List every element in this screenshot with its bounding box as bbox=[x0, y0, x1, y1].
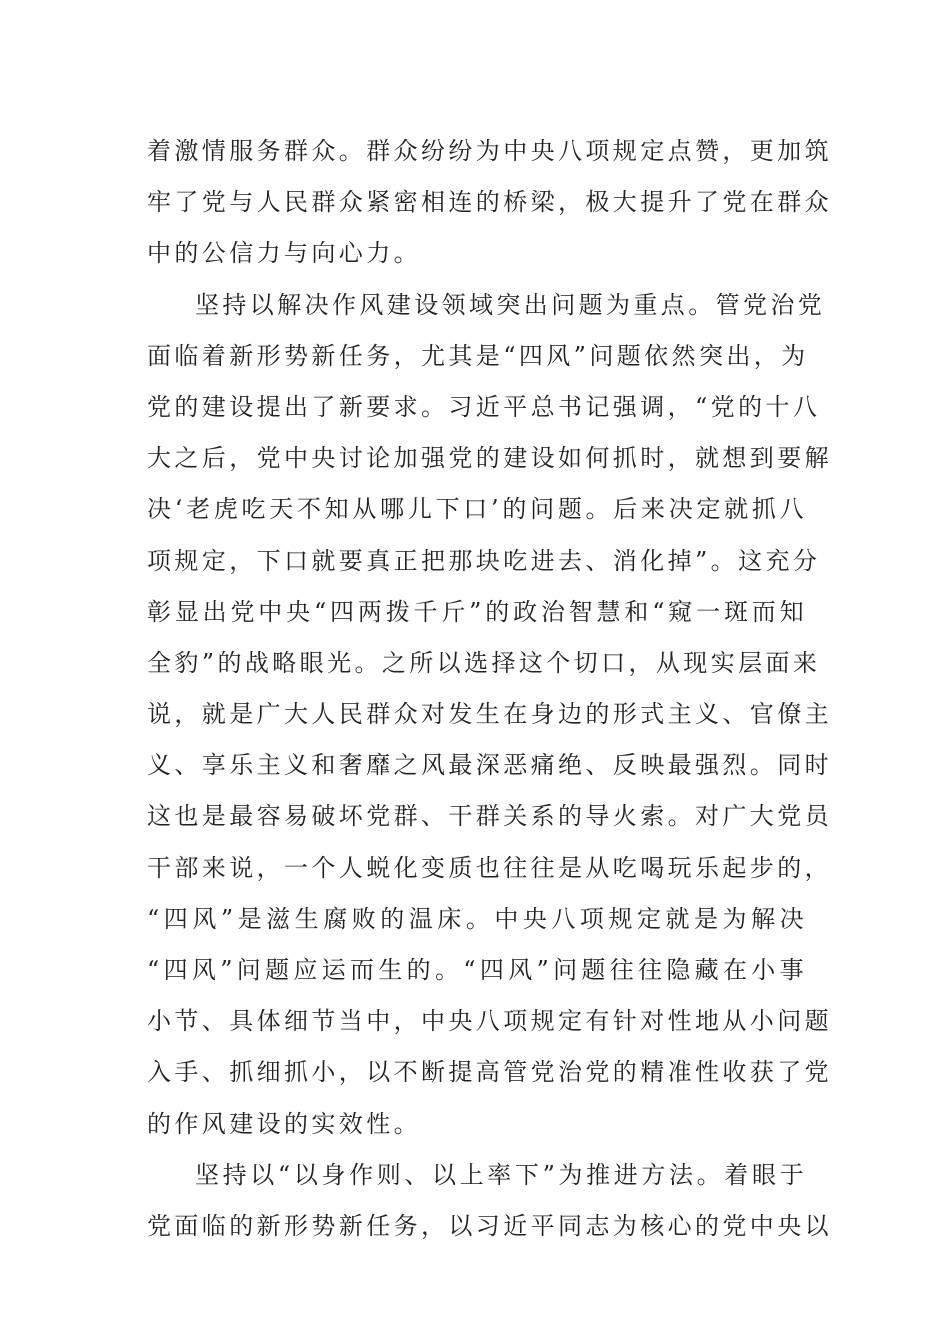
text-line: 说，就是广大人民群众对发生在身边的形式主义、官僚主 bbox=[147, 700, 832, 729]
body-text bbox=[147, 126, 832, 1252]
paragraph-2 bbox=[147, 280, 832, 1150]
text-line: 牢了党与人民群众紧密相连的桥梁，极大提升了党在群众 bbox=[147, 188, 832, 217]
text-line: 着激情服务群众。群众纷纷为中央八项规定点赞，更加筑 bbox=[147, 137, 832, 165]
text-line: 全豹”的战略眼光。之所以选择这个切口，从现实层面来 bbox=[147, 648, 821, 677]
text-line: 小节、具体细节当中，中央八项规定有针对性地从小问题 bbox=[147, 1007, 832, 1036]
text-line: 义、享乐主义和奢靡之风最深恶痛绝、反映最强烈。同时 bbox=[147, 751, 832, 780]
paragraph-1 bbox=[147, 126, 832, 280]
text-line: 大之后，党中央讨论加强党的建设如何抓时，就想到要解 bbox=[147, 444, 832, 473]
text-line: 中的公信力与向心力。 bbox=[147, 239, 421, 268]
text-line: 彰显出党中央“四两拨千斤”的政治智慧和“窥一斑而知 bbox=[147, 597, 807, 626]
text-line: “四风”是滋生腐败的温床。中央八项规定就是为解决 bbox=[147, 904, 807, 933]
text-line: 党的建设提出了新要求。习近平总书记强调，“党的十八 bbox=[147, 392, 821, 421]
paragraph-3 bbox=[147, 1150, 832, 1252]
text-line: 决‘老虎吃天不知从哪儿下口’的问题。后来决定就抓八 bbox=[147, 495, 807, 524]
text-line: 入手、抓细抓小，以不断提高管党治党的精准性收获了党 bbox=[147, 1058, 832, 1087]
text-line: 项规定，下口就要真正把那块吃进去、消化掉”。这充分 bbox=[147, 546, 821, 575]
text-line: “四风”问题应运而生的。“四风”问题往往隐藏在小事 bbox=[147, 956, 807, 984]
text-line: 坚持以“以身作则、以上率下”为推进方法。着眼于 bbox=[195, 1160, 807, 1189]
text-line: 的作风建设的实效性。 bbox=[147, 1109, 421, 1138]
text-line: 这也是最容易破坏党群、干群关系的导火索。对广大党员 bbox=[147, 802, 832, 831]
text-line: 坚持以解决作风建设领域突出问题为重点。管党治党 bbox=[195, 290, 826, 319]
text-line: 党面临的新形势新任务，以习近平同志为核心的党中央以 bbox=[147, 1211, 832, 1240]
text-line: 干部来说，一个人蜕化变质也往往是从吃喝玩乐起步的， bbox=[147, 853, 832, 882]
text-line: 面临着新形势新任务，尤其是“四风”问题依然突出，为 bbox=[147, 341, 809, 370]
